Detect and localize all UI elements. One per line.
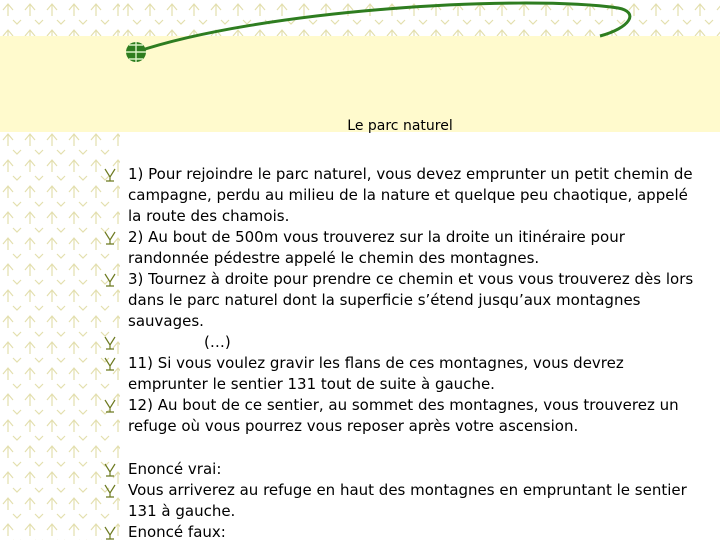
statement-true-text: Vous arriverez au refuge en haut des montagnes en empruntant le sentier 131 à gauche.	[128, 481, 687, 520]
bullet-icon	[104, 231, 116, 245]
list-item	[128, 459, 698, 480]
globe-icon	[126, 42, 146, 62]
slide-title: Le parc naturel	[347, 118, 453, 134]
list-item: 12) Au bout de ce sentier, au sommet des montagnes, vous trouverez un refuge où vous pourrez vous reposer après votre ascension.	[128, 395, 698, 437]
list-item: (…)	[128, 332, 698, 353]
list-item	[128, 480, 698, 522]
bullet-icon	[104, 463, 116, 477]
list-item: 1) Pour rejoindre le parc naturel, vous devez emprunter un petit chemin de campagne, perdu au milieu de la nature et quelque peu chaotique, appelé la route des chamois.	[128, 164, 698, 227]
statement-false-label: Enoncé faux:	[128, 523, 226, 541]
list-item: 11) Si vous voulez gravir les flans de ces montagnes, vous devrez emprunter le sentier 131 tout de suite à gauche.	[128, 353, 698, 395]
bullet-icon	[104, 336, 116, 350]
bullet-icon	[104, 526, 116, 540]
header-swoosh	[0, 0, 720, 80]
bullet-icon	[104, 168, 116, 182]
list-spacer	[128, 437, 698, 459]
list-item: 3) Tournez à droite pour prendre ce chemin et vous vous trouverez dès lors dans le parc naturel dont la superficie s’étend jusqu’aux montagnes sauvages.	[128, 269, 698, 332]
bullet-icon	[104, 399, 116, 413]
bullet-icon	[104, 273, 116, 287]
instruction-list	[128, 164, 698, 543]
list-item: 2) Au bout de 500m vous trouverez sur la droite un itinéraire pour randonnée pédestre appelé le chemin des montagnes.	[128, 227, 698, 269]
bullet-icon	[104, 484, 116, 498]
bullet-icon	[104, 357, 116, 371]
statement-true-label: Enoncé vrai:	[128, 460, 222, 478]
